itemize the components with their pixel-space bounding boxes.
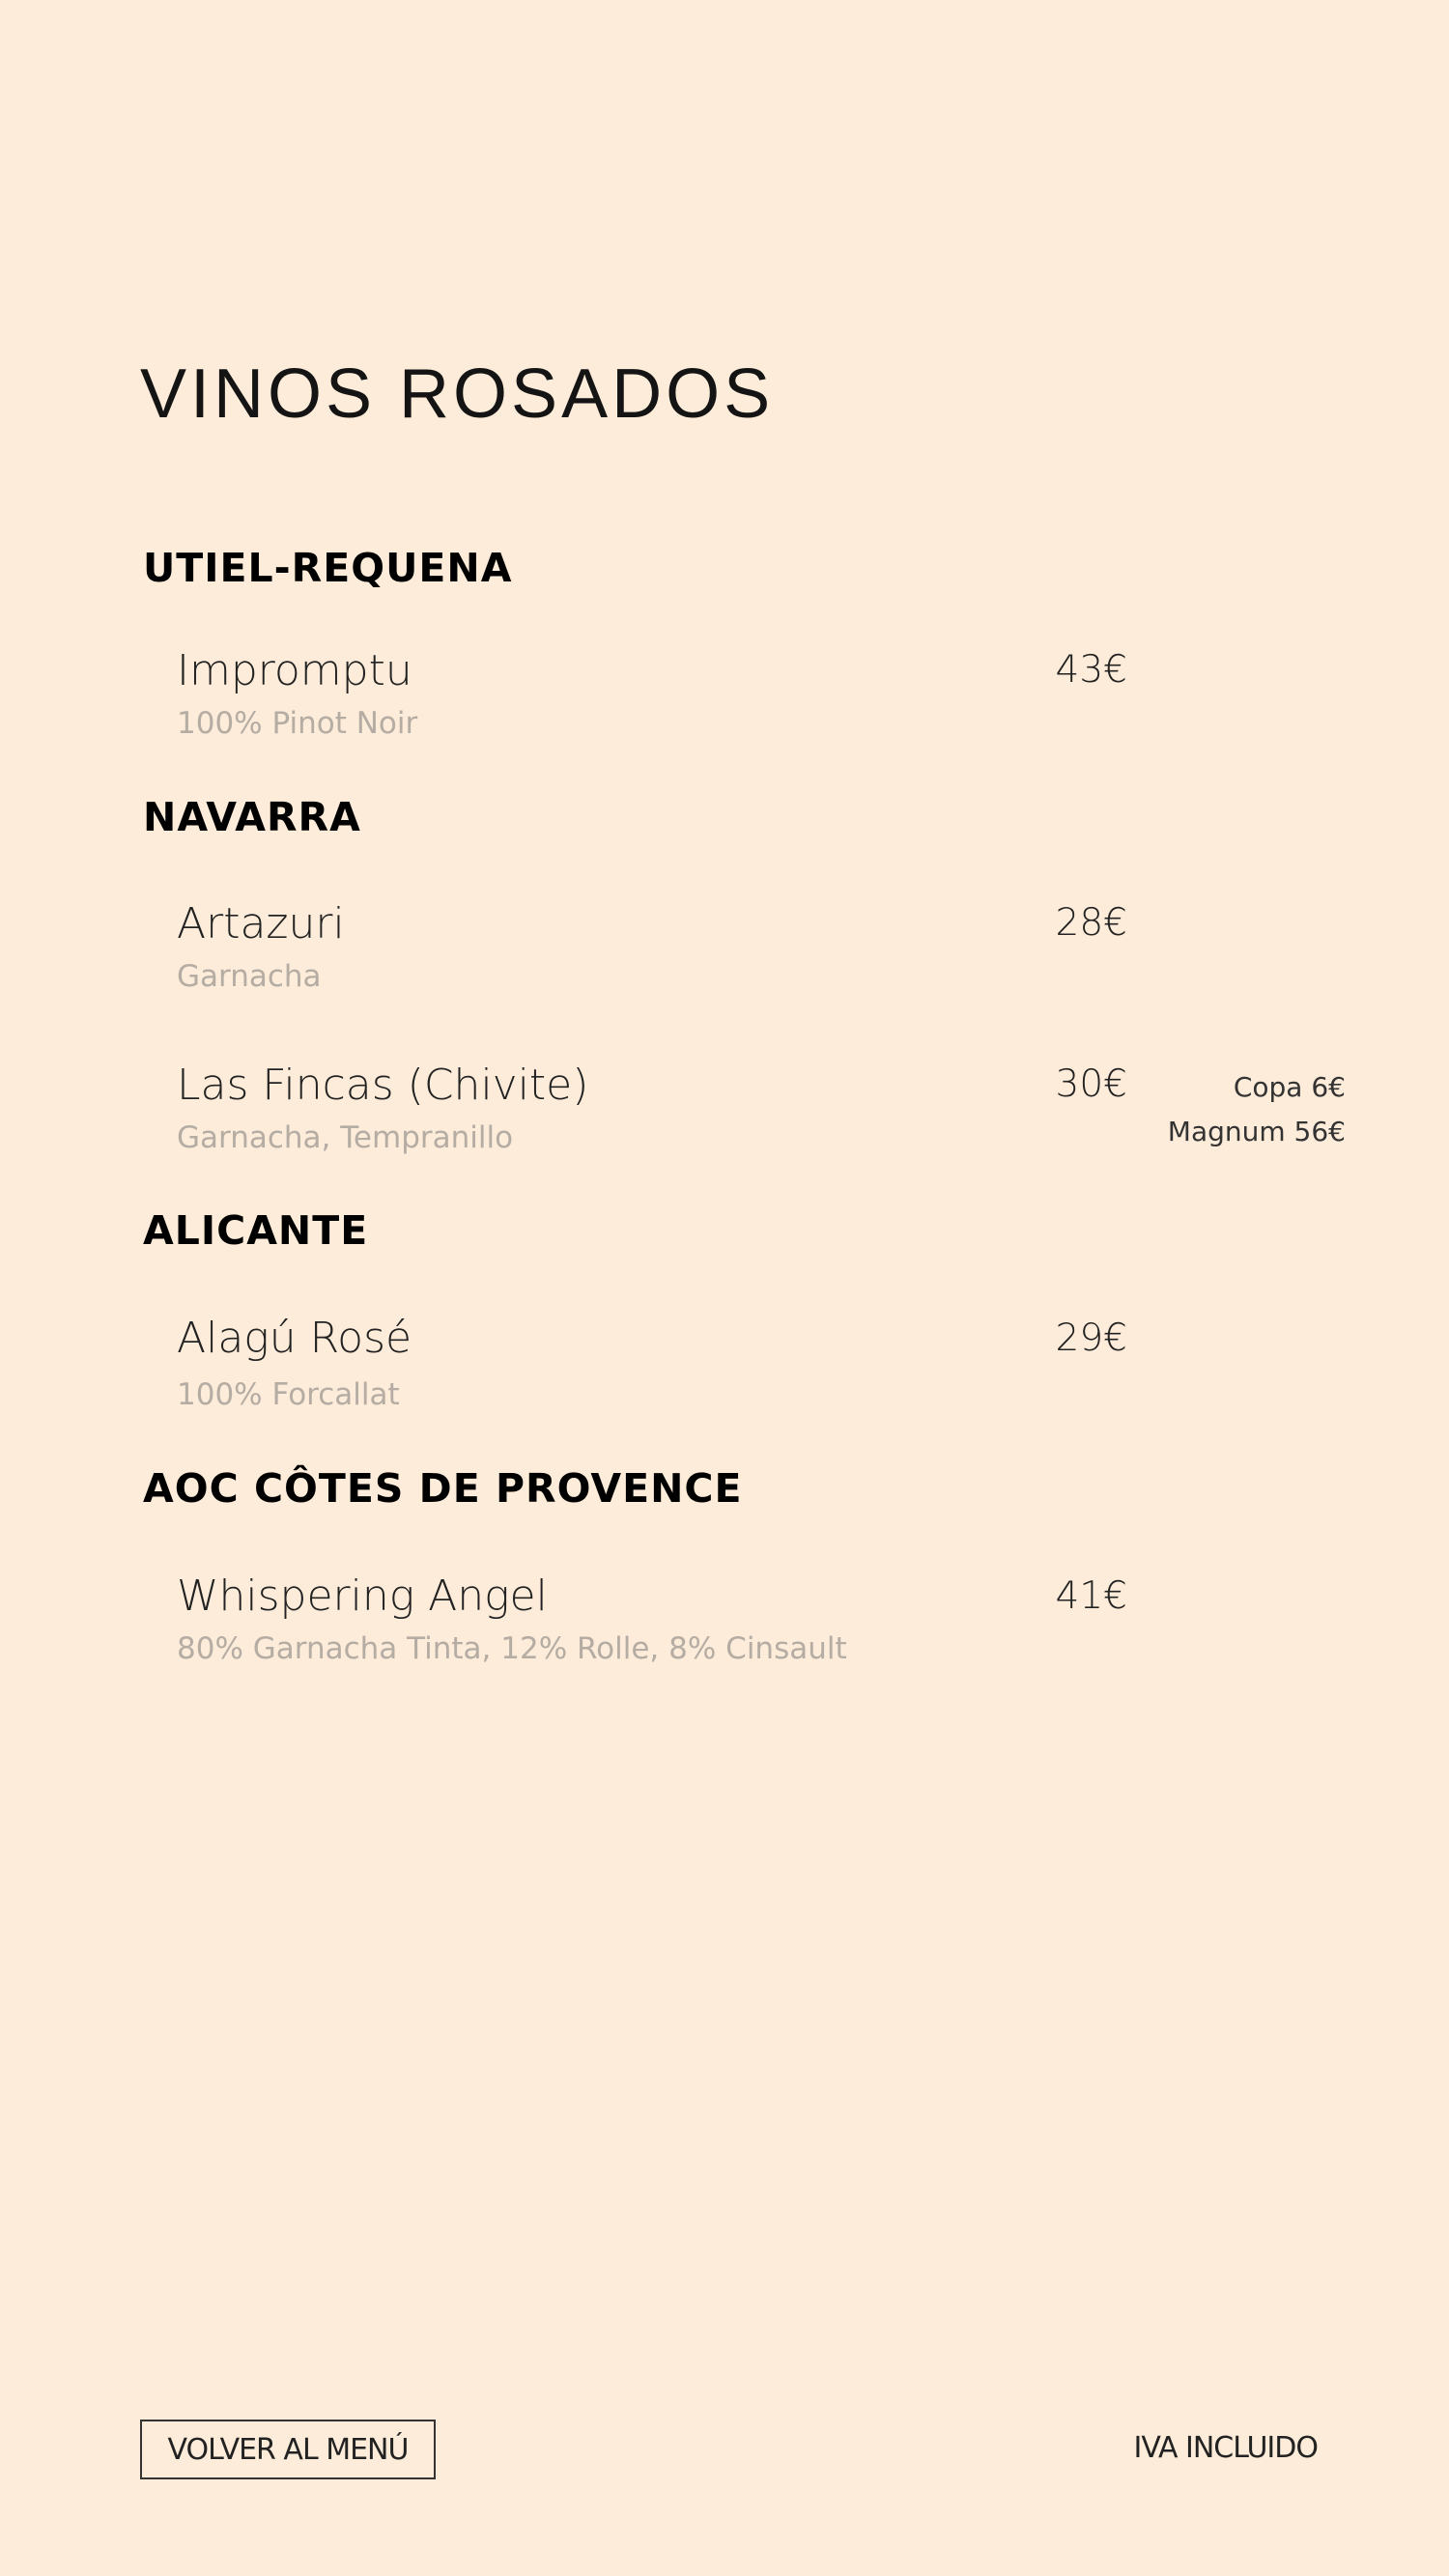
region-heading-utiel-requena: UTIEL-REQUENA	[143, 545, 513, 591]
back-to-menu-button[interactable]: VOLVER AL MENÚ	[140, 2420, 436, 2479]
wine-name: Alagú Rosé	[177, 1314, 412, 1363]
wine-name: Artazuri	[177, 899, 345, 948]
wine-name: Las Fincas (Chivite)	[177, 1061, 589, 1110]
tax-included-note: IVA INCLUIDO	[1133, 2431, 1318, 2465]
region-heading-provence: AOC CÔTES DE PROVENCE	[143, 1465, 743, 1512]
wine-grape: 80% Garnacha Tinta, 12% Rolle, 8% Cinsault	[177, 1631, 847, 1666]
wine-price: 29€	[1055, 1316, 1127, 1360]
wine-glass-price: Copa 6€	[1233, 1071, 1346, 1103]
region-heading-navarra: NAVARRA	[143, 794, 361, 840]
wine-price: 43€	[1055, 648, 1127, 692]
wine-magnum-price: Magnum 56€	[1167, 1116, 1346, 1147]
wine-name: Impromptu	[177, 646, 412, 695]
wine-grape: Garnacha, Tempranillo	[177, 1120, 514, 1155]
wine-grape: 100% Forcallat	[177, 1377, 400, 1412]
wine-price: 28€	[1055, 901, 1127, 945]
region-heading-alicante: ALICANTE	[143, 1207, 369, 1254]
wine-grape: 100% Pinot Noir	[177, 706, 418, 741]
page-title: VINOS ROSADOS	[140, 355, 775, 433]
wine-price: 30€	[1055, 1062, 1127, 1106]
wine-name: Whispering Angel	[177, 1571, 548, 1621]
wine-price: 41€	[1055, 1574, 1127, 1618]
wine-grape: Garnacha	[177, 959, 322, 994]
